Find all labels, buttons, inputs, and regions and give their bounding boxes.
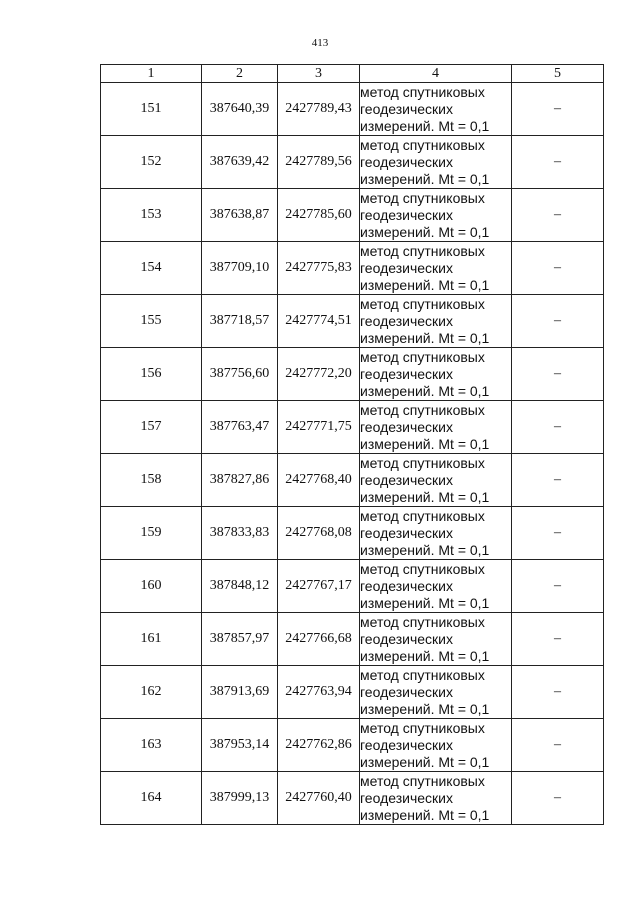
coordinate-y: 2427766,68 — [278, 613, 360, 666]
note-dash: – — [512, 454, 604, 507]
method-line: метод спутниковых — [360, 560, 485, 577]
note-dash: – — [512, 136, 604, 189]
note-dash: – — [512, 507, 604, 560]
table-body — [101, 83, 604, 825]
method-line: геодезических — [360, 418, 453, 435]
method-description — [360, 719, 512, 772]
table-row — [101, 401, 604, 454]
method-line: геодезических — [360, 789, 453, 806]
point-number: 156 — [101, 348, 202, 401]
coordinate-x: 387638,87 — [202, 189, 278, 242]
method-line: измерений. Mt = 0,1 — [360, 170, 490, 187]
point-number: 164 — [101, 772, 202, 825]
table-row — [101, 83, 604, 136]
note-dash: – — [512, 295, 604, 348]
method-description — [360, 666, 512, 719]
method-line: метод спутниковых — [360, 719, 485, 736]
point-number: 154 — [101, 242, 202, 295]
coordinate-y: 2427789,56 — [278, 136, 360, 189]
point-number: 155 — [101, 295, 202, 348]
table-row — [101, 613, 604, 666]
note-dash: – — [512, 560, 604, 613]
coordinate-y: 2427771,75 — [278, 401, 360, 454]
method-line: геодезических — [360, 100, 453, 117]
point-number: 163 — [101, 719, 202, 772]
method-line: измерений. Mt = 0,1 — [360, 806, 490, 823]
table-row — [101, 719, 604, 772]
coordinate-x: 387953,14 — [202, 719, 278, 772]
point-number: 159 — [101, 507, 202, 560]
method-description — [360, 189, 512, 242]
coordinate-x: 387827,86 — [202, 454, 278, 507]
table-row — [101, 772, 604, 825]
table-row — [101, 666, 604, 719]
method-line: метод спутниковых — [360, 666, 485, 683]
method-line: измерений. Mt = 0,1 — [360, 435, 490, 452]
method-line: геодезических — [360, 312, 453, 329]
method-description — [360, 772, 512, 825]
coordinate-x: 387848,12 — [202, 560, 278, 613]
method-description — [360, 242, 512, 295]
point-number: 158 — [101, 454, 202, 507]
table-row — [101, 295, 604, 348]
coordinate-y: 2427789,43 — [278, 83, 360, 136]
method-line: метод спутниковых — [360, 83, 485, 100]
coordinate-y: 2427768,08 — [278, 507, 360, 560]
header-col-3: 3 — [278, 65, 360, 83]
method-description — [360, 348, 512, 401]
header-col-2: 2 — [202, 65, 278, 83]
method-line: геодезических — [360, 524, 453, 541]
method-line: метод спутниковых — [360, 401, 485, 418]
table-row — [101, 189, 604, 242]
page-number: 413 — [311, 37, 329, 49]
method-line: измерений. Mt = 0,1 — [360, 223, 490, 240]
method-line: измерений. Mt = 0,1 — [360, 276, 490, 293]
point-number: 153 — [101, 189, 202, 242]
method-line: геодезических — [360, 206, 453, 223]
method-description — [360, 560, 512, 613]
note-dash: – — [512, 719, 604, 772]
coordinate-y: 2427772,20 — [278, 348, 360, 401]
method-line: метод спутниковых — [360, 136, 485, 153]
coordinate-x: 387709,10 — [202, 242, 278, 295]
coordinate-x: 387718,57 — [202, 295, 278, 348]
table-row — [101, 136, 604, 189]
coordinate-x: 387763,47 — [202, 401, 278, 454]
coordinate-y: 2427767,17 — [278, 560, 360, 613]
method-line: геодезических — [360, 630, 453, 647]
coordinate-x: 387833,83 — [202, 507, 278, 560]
method-line: измерений. Mt = 0,1 — [360, 382, 490, 399]
method-line: метод спутниковых — [360, 295, 485, 312]
method-description — [360, 83, 512, 136]
table-row — [101, 348, 604, 401]
point-number: 151 — [101, 83, 202, 136]
point-number: 152 — [101, 136, 202, 189]
coordinate-y: 2427760,40 — [278, 772, 360, 825]
method-description — [360, 454, 512, 507]
method-line: метод спутниковых — [360, 613, 485, 630]
header-col-5: 5 — [512, 65, 604, 83]
note-dash: – — [512, 772, 604, 825]
method-line: метод спутниковых — [360, 348, 485, 365]
point-number: 160 — [101, 560, 202, 613]
note-dash: – — [512, 348, 604, 401]
coordinate-y: 2427775,83 — [278, 242, 360, 295]
method-line: геодезических — [360, 153, 453, 170]
coordinate-y: 2427762,86 — [278, 719, 360, 772]
method-description — [360, 507, 512, 560]
method-line: измерений. Mt = 0,1 — [360, 753, 490, 770]
note-dash: – — [512, 666, 604, 719]
table-row — [101, 454, 604, 507]
method-line: измерений. Mt = 0,1 — [360, 594, 490, 611]
note-dash: – — [512, 242, 604, 295]
coordinate-x: 387756,60 — [202, 348, 278, 401]
method-line: геодезических — [360, 736, 453, 753]
method-line: измерений. Mt = 0,1 — [360, 488, 490, 505]
method-line: метод спутниковых — [360, 242, 485, 259]
method-line: метод спутниковых — [360, 772, 485, 789]
method-line: измерений. Mt = 0,1 — [360, 700, 490, 717]
table-row — [101, 507, 604, 560]
point-number: 157 — [101, 401, 202, 454]
method-line: измерений. Mt = 0,1 — [360, 647, 490, 664]
note-dash: – — [512, 189, 604, 242]
method-line: метод спутниковых — [360, 507, 485, 524]
point-number: 161 — [101, 613, 202, 666]
method-line: геодезических — [360, 365, 453, 382]
method-line: измерений. Mt = 0,1 — [360, 541, 490, 558]
method-line: метод спутниковых — [360, 189, 485, 206]
method-description — [360, 401, 512, 454]
coordinate-y: 2427768,40 — [278, 454, 360, 507]
coordinate-y: 2427774,51 — [278, 295, 360, 348]
table-row — [101, 560, 604, 613]
table-row — [101, 242, 604, 295]
method-description — [360, 136, 512, 189]
coordinate-x: 387640,39 — [202, 83, 278, 136]
method-line: метод спутниковых — [360, 454, 485, 471]
coordinate-y: 2427785,60 — [278, 189, 360, 242]
header-col-4: 4 — [360, 65, 512, 83]
note-dash: – — [512, 83, 604, 136]
table-header-row — [101, 65, 604, 83]
coordinate-x: 387913,69 — [202, 666, 278, 719]
method-line: геодезических — [360, 577, 453, 594]
method-description — [360, 613, 512, 666]
coordinate-y: 2427763,94 — [278, 666, 360, 719]
note-dash: – — [512, 401, 604, 454]
method-line: измерений. Mt = 0,1 — [360, 329, 490, 346]
method-line: геодезических — [360, 259, 453, 276]
coordinates-table — [100, 64, 604, 825]
coordinate-x: 387999,13 — [202, 772, 278, 825]
header-col-1: 1 — [101, 65, 202, 83]
point-number: 162 — [101, 666, 202, 719]
coordinate-x: 387857,97 — [202, 613, 278, 666]
note-dash: – — [512, 613, 604, 666]
method-line: измерений. Mt = 0,1 — [360, 117, 490, 134]
coordinate-x: 387639,42 — [202, 136, 278, 189]
method-description — [360, 295, 512, 348]
method-line: геодезических — [360, 471, 453, 488]
method-line: геодезических — [360, 683, 453, 700]
